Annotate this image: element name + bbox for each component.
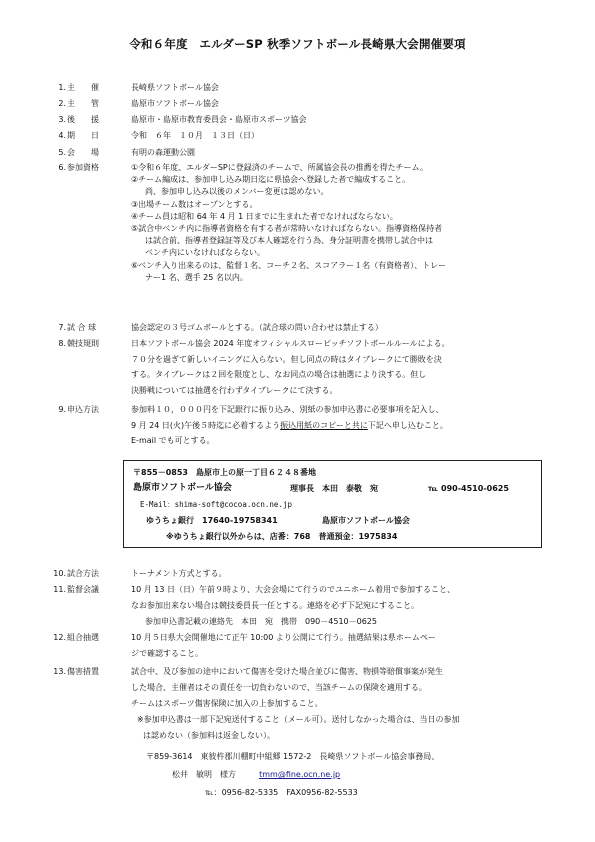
item-label: 組合抽選 [67,633,99,642]
item-text: する。タイブレークは２回を限度とし、なお同点の場合は抽選により決する。但し [131,370,427,379]
footer-address: 〒859-3614 東彼杵郡川棚町中組郷 1572-2 長崎県ソフトボール協会事務局、 [146,752,440,761]
item-text: ※参加申込書は一部下記宛送付すること（メール可）。送付しなかった場合は、当日の参加 [137,715,460,724]
organization-name: 島原市ソフトボール協会 [133,483,232,493]
item-text: トーナメント方式とする。 [131,569,227,578]
item-text: 尚、参加申し込み以後のメンバー変更は認めない。 [145,187,329,197]
item-text: は認めない（参加料は返金しない）。 [143,731,275,740]
item-number: 7. [58,323,66,332]
deadline-text-after: 下記へ申し込むこと。 [367,420,448,430]
item-text: ⑤試合中ベンチ内に指導者資格を有する者が常時いなければならない。指導資格保持者 [131,223,443,233]
item-text: 10 月 13 日（日）午前９時より、大会会場にて行うのでユニホーム着用で参加すること、 [131,585,455,594]
footer-contact [172,769,340,780]
item-number: 12. [53,633,66,642]
page-title: 令和６年度 エルダーSP 秋季ソフトボール長崎県大会開催要項 [129,37,466,51]
item-text: は試合前、指導者登録証等及び本人確認を行う為、身分証明書を携帯し試合中は [145,236,433,246]
item-text: 10 月５日県大会開催地にて正午 10:00 より公開にて行う。抽選結果は県ホームペー [131,633,436,642]
item-text: ベンチ内にいなければならない。 [145,248,265,258]
item-text: ③出場チーム数はオープンとする。 [131,199,258,209]
item-label: 期 日 [67,131,99,140]
item-number: 10. [53,569,66,578]
item-number: 8. [58,339,66,348]
item-text: ナー1 名、選手 25 名以内。 [145,272,248,282]
footer-contact-name: 松井 敏明 様方 [172,770,236,779]
item-label: 主 管 [67,99,99,108]
item-text: ⑥ベンチ入り出来るのは、監督１名、コーチ２名、スコアラー１名（有資格者）、トレー [131,260,447,270]
bank-info-box [123,460,542,548]
item-label: 会 場 [67,148,99,157]
item-text: 参加料１０，０００円を下記銀行に振り込み、別紙の参加申込書に必要事項を記入し、 [131,405,444,414]
item-number: 9. [58,405,66,414]
item-text [131,420,561,436]
item-text: した場合、主催者はその責任を一切負わないので、当該チームの保険を適用する。 [131,683,427,692]
item-label: 申込方法 [67,405,99,414]
director-name: 理事長 本田 泰敬 宛 [290,484,378,493]
item-number: 1. [58,83,66,92]
item-text: 島原市・島原市教育委員会・島原市スポーツ協会 [131,115,307,124]
footer-email-link[interactable]: tmm@fine.ocn.ne.jp [259,770,341,779]
item-label: 競技規則 [67,339,99,348]
item-text: 試合中、及び参加の途中において傷害を受けた場合並びに傷害、物損等賠償事案が発生 [131,667,443,676]
item-label: 監督会議 [67,585,99,594]
other-bank-info: ※ゆうちょ銀行以外からは、店番：768 普通預金：1975834 [166,532,398,541]
item-text: 島原市ソフトボール協会 [131,99,219,108]
item-text: 日本ソフトボール協会 2024 年度オフィシャルスローピッチソフトボールルールによる。 [131,339,450,348]
item-label: 主 催 [67,83,99,92]
item-text: 協会認定の３号ゴムボールとする。（試合球の問い合わせは禁止する） [131,323,383,332]
item-text: ①令和６年度、エルダーSPに登録済のチームで、所属協会長の推薦を得たチーム。 [131,163,428,172]
item-number: 5. [58,148,66,157]
item-number: 4. [58,131,66,140]
item-text: 有明の森運動公園 [131,148,195,157]
item-text: 令和 ６年 １０月 １３日（日） [131,131,259,140]
item-text: E-mail でも可とする。 [131,436,215,445]
item-label: 試 合 球 [67,323,97,332]
item-number: 13. [53,667,66,676]
item-text: チームはスポーツ傷害保険に加入の上参加すること。 [131,699,323,708]
phone-number: ℡ 090-4510-0625 [428,484,509,493]
item-text: ②チーム編成は、参加申し込み期日迄に県協会へ登録した者で編成すること。 [131,175,411,185]
item-text: ④チーム員は昭和 64 年 4 月 1 日までに生まれた者でなければならない。 [131,211,398,221]
postal-address: 〒855－0853 島原市上の原一丁目６２４８番地 [133,468,316,477]
item-text: 参加申込書記載の連絡先 本田 宛 携帯 090－4510－0625 [145,617,377,626]
email-address: E-Mail：shima-soft@cocoa.ocn.ne.jp [140,500,292,509]
item-text: ７０分を過ぎて新しいイニングに入らない。但し同点の時はタイブレークにて勝敗を決 [131,354,442,364]
item-text: なお参加出来ない場合は競技委員長一任とする。連絡を必ず下記宛にすること。 [131,601,419,610]
bank-account: ゆうちょ銀行 17640-19758341 [146,516,278,525]
item-label: 後 援 [67,115,99,124]
item-label: 試合方法 [67,569,99,578]
item-number: 2. [58,99,66,108]
item-number: 11. [53,585,66,594]
bank-holder: 島原市ソフトボール協会 [322,516,410,525]
footer-phone-fax: ℡：0956-82-5335 FAX0956-82-5533 [205,788,358,797]
item-text: 決勝戦については抽選を行わずタイブレークにて決する。 [131,385,338,395]
deadline-text: 9 月 24 日(火)午後５時迄に必着するよう [131,420,281,430]
underlined-instruction: 振込用紙のコピーと共に [280,420,368,430]
item-text: ジで確認すること。 [131,649,203,658]
item-label: 参加資格 [67,163,99,172]
item-number: 6. [58,163,66,172]
item-number: 3. [58,115,66,124]
item-text: 長崎県ソフトボール協会 [131,83,219,92]
item-label: 傷害措置 [67,667,99,676]
